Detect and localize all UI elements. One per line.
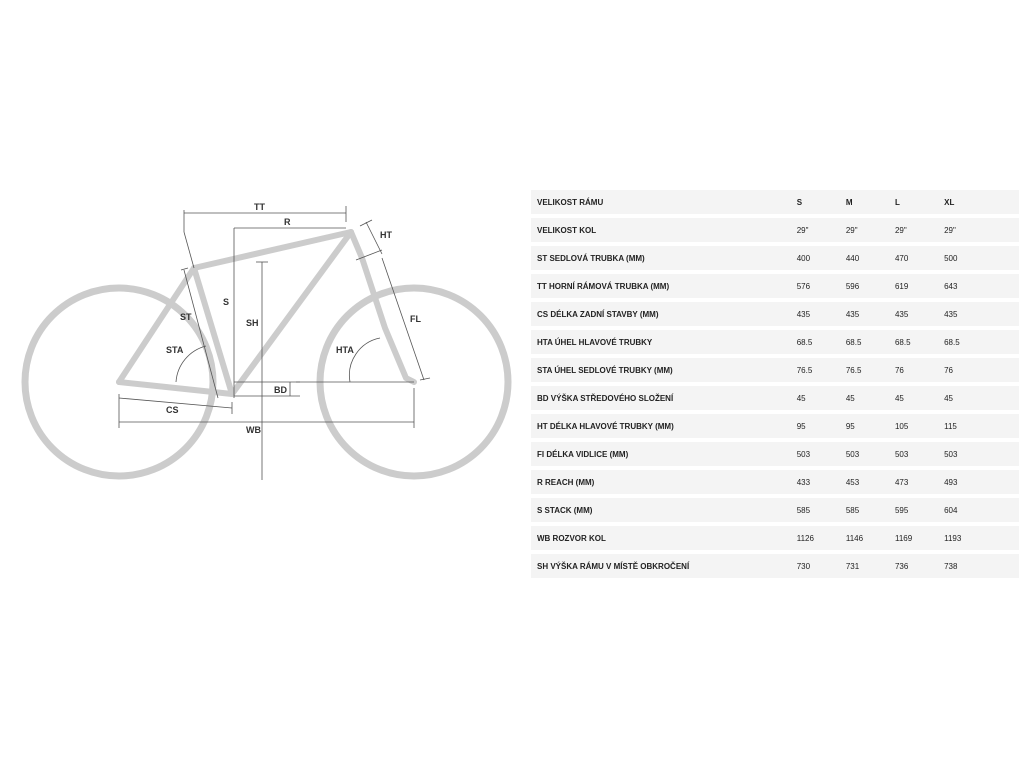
table-row: [531, 358, 1019, 382]
row-label: VELIKOST KOL: [531, 218, 797, 242]
row-pad: [993, 442, 1019, 466]
row-value: 503: [944, 442, 993, 466]
row-value: 29": [846, 218, 895, 242]
table-row: [531, 498, 1019, 522]
row-pad: [993, 414, 1019, 438]
table-row: [531, 274, 1019, 298]
row-label: SH VÝŠKA RÁMU V MÍSTĚ OBKROČENÍ: [531, 554, 797, 578]
row-value: 503: [895, 442, 944, 466]
row-value: 596: [846, 274, 895, 298]
row-label: CS DÉLKA ZADNÍ STAVBY (MM): [531, 302, 797, 326]
label-ht: HT: [380, 230, 392, 240]
row-value: 503: [846, 442, 895, 466]
label-st: ST: [180, 312, 192, 322]
table-row: [531, 470, 1019, 494]
table-row: [531, 302, 1019, 326]
row-value: 1126: [797, 526, 846, 550]
row-label: S STACK (MM): [531, 498, 797, 522]
row-value: 1193: [944, 526, 993, 550]
table-row: [531, 526, 1019, 550]
label-sta: STA: [166, 345, 184, 355]
row-pad: [993, 330, 1019, 354]
row-value: 1169: [895, 526, 944, 550]
row-value: 76: [895, 358, 944, 382]
label-tt: TT: [254, 202, 265, 212]
row-value: 643: [944, 274, 993, 298]
row-value: 738: [944, 554, 993, 578]
geometry-table: [531, 186, 1019, 582]
row-value: 440: [846, 246, 895, 270]
table-row: [531, 414, 1019, 438]
size-s: S: [797, 190, 846, 214]
row-value: 435: [846, 302, 895, 326]
row-value: 45: [944, 386, 993, 410]
row-pad: [993, 386, 1019, 410]
size-m: M: [846, 190, 895, 214]
label-fl: FL: [410, 314, 421, 324]
row-value: 473: [895, 470, 944, 494]
row-label: ST SEDLOVÁ TRUBKA (MM): [531, 246, 797, 270]
row-value: 68.5: [846, 330, 895, 354]
row-value: 736: [895, 554, 944, 578]
table-header-row: [531, 190, 1019, 214]
label-hta: HTA: [336, 345, 354, 355]
row-value: 604: [944, 498, 993, 522]
row-value: 68.5: [895, 330, 944, 354]
label-r: R: [284, 217, 291, 227]
header-label: VELIKOST RÁMU: [531, 190, 797, 214]
row-pad: [993, 302, 1019, 326]
row-value: 29": [944, 218, 993, 242]
row-label: STA ÚHEL SEDLOVÉ TRUBKY (MM): [531, 358, 797, 382]
row-value: 76.5: [797, 358, 846, 382]
row-value: 503: [797, 442, 846, 466]
row-value: 500: [944, 246, 993, 270]
row-value: 29": [797, 218, 846, 242]
row-pad: [993, 498, 1019, 522]
row-value: 453: [846, 470, 895, 494]
row-value: 95: [846, 414, 895, 438]
row-value: 95: [797, 414, 846, 438]
row-value: 435: [797, 302, 846, 326]
size-xl: XL: [944, 190, 993, 214]
label-wb: WB: [246, 425, 261, 435]
label-bd: BD: [274, 385, 287, 395]
row-label: HT DÉLKA HLAVOVÉ TRUBKY (MM): [531, 414, 797, 438]
row-value: 619: [895, 274, 944, 298]
table-row: [531, 554, 1019, 578]
row-value: 105: [895, 414, 944, 438]
row-pad: [993, 526, 1019, 550]
row-label: R REACH (MM): [531, 470, 797, 494]
row-value: 731: [846, 554, 895, 578]
geometry-table-body: [531, 190, 1019, 578]
row-value: 435: [944, 302, 993, 326]
row-pad: [993, 274, 1019, 298]
bike-frame: [119, 232, 414, 394]
size-l: L: [895, 190, 944, 214]
table-row: [531, 246, 1019, 270]
row-label: HTA ÚHEL HLAVOVÉ TRUBKY: [531, 330, 797, 354]
row-value: 45: [895, 386, 944, 410]
row-label: WB ROZVOR KOL: [531, 526, 797, 550]
row-pad: [993, 470, 1019, 494]
label-sh: SH: [246, 318, 259, 328]
row-value: 68.5: [944, 330, 993, 354]
row-value: 29": [895, 218, 944, 242]
row-pad: [993, 218, 1019, 242]
row-value: 576: [797, 274, 846, 298]
table-row: [531, 330, 1019, 354]
label-s: S: [223, 297, 230, 307]
row-value: 585: [797, 498, 846, 522]
row-value: 493: [944, 470, 993, 494]
row-pad: [993, 554, 1019, 578]
table-row: [531, 218, 1019, 242]
row-value: 585: [846, 498, 895, 522]
row-value: 730: [797, 554, 846, 578]
row-value: 433: [797, 470, 846, 494]
row-value: 595: [895, 498, 944, 522]
table-row: [531, 442, 1019, 466]
row-pad: [993, 358, 1019, 382]
table-row: [531, 386, 1019, 410]
row-label: BD VÝŠKA STŘEDOVÉHO SLOŽENÍ: [531, 386, 797, 410]
row-value: 68.5: [797, 330, 846, 354]
row-value: 76.5: [846, 358, 895, 382]
row-value: 76: [944, 358, 993, 382]
row-label: FI DÉLKA VIDLICE (MM): [531, 442, 797, 466]
row-pad: [993, 246, 1019, 270]
row-label: TT HORNÍ RÁMOVÁ TRUBKA (MM): [531, 274, 797, 298]
header-pad: [993, 190, 1019, 214]
row-value: 400: [797, 246, 846, 270]
row-value: 45: [846, 386, 895, 410]
row-value: 45: [797, 386, 846, 410]
row-value: 115: [944, 414, 993, 438]
row-value: 1146: [846, 526, 895, 550]
label-cs: CS: [166, 405, 179, 415]
row-value: 435: [895, 302, 944, 326]
row-value: 470: [895, 246, 944, 270]
